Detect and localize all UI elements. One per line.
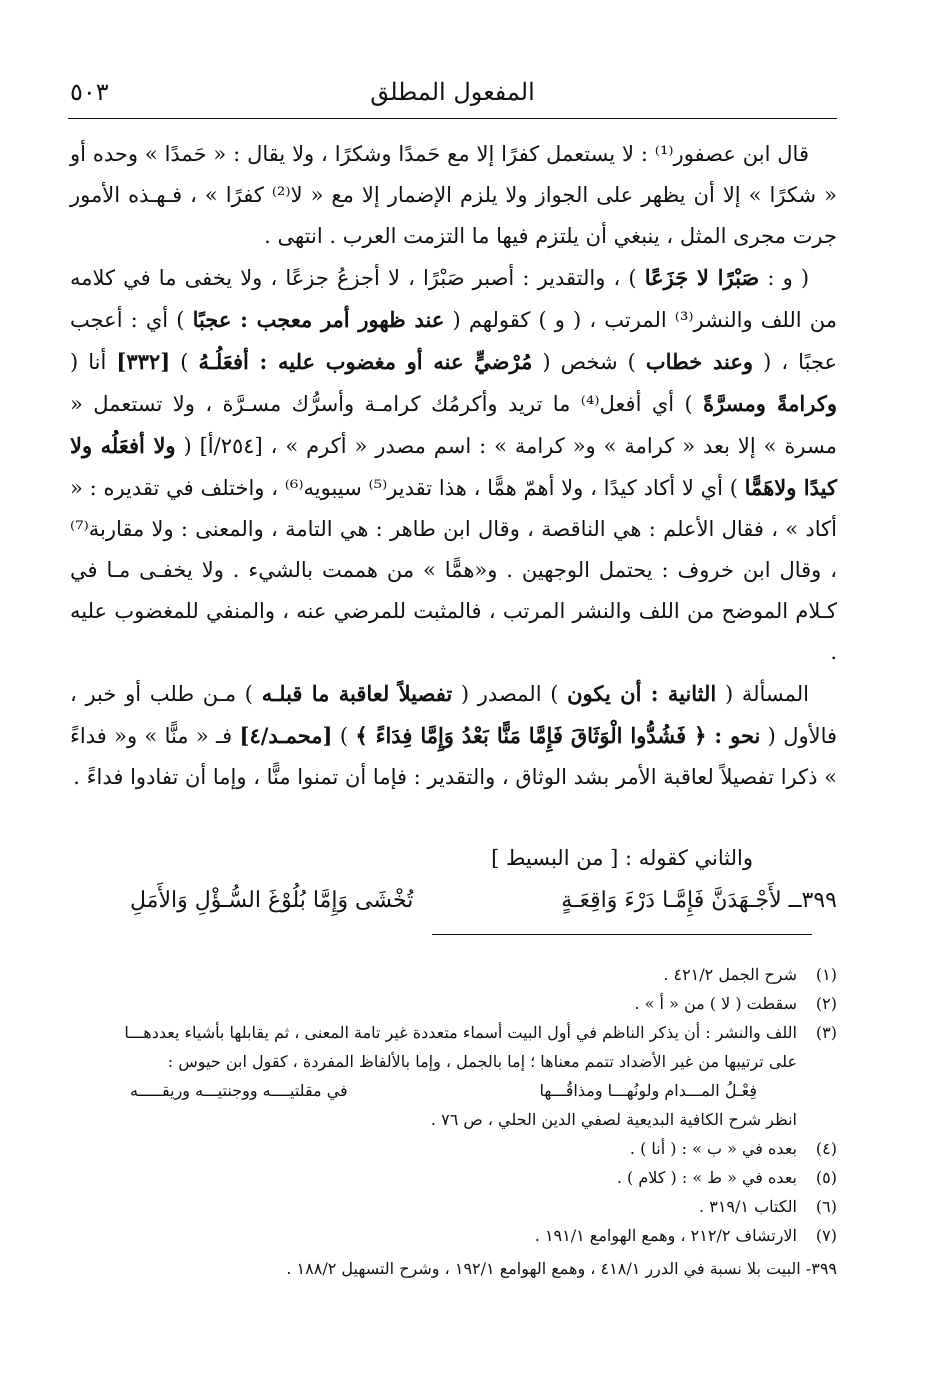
chapter-title: المفعول المطلق — [370, 78, 535, 106]
footnote-1: (١) شرح الجمل ٤٢١/٢ . — [663, 965, 837, 984]
footnote-2: (٢) سقطت ( لا ) من « أ » . — [634, 994, 837, 1013]
paragraph-2: ( و : صَبْرًا لا جَزَعًا ) ، والتقدير : أصبر صَبْرًا ، لا أجزعُ جزعًا ، ولا يخفى ما في كلامه من اللف والنشر⁽³⁾ المرتب ، ( و ) كقولهم ( عند ظهور أمر معجب : عجبًا ) أي : أعجب عجبًا ، ( وعند خطاب ) شخص ( مُرْضيٍّ عنه أو مغضوب عليه : أفعَلُـهُ ) [٣٣٢] أنا ( وكرامةً ومسرَّةً ) أي أفعل⁽⁴⁾ ما تريد وأكرمُك كرامـة وأسرُّك مسـرَّة ، ولا تستعمل « مسرة » إلا بعد « كرامة » و« كرامة » : اسم مصدر « أكرم » ، [٢٥٤/أ] ( ولا أفعَلُه ولا كيدًا ولاهَمًّا ) أي لا أكاد كيدًا ، ولا أهمّ همًّا ، هذا تقدير⁽⁵⁾ سيبويه⁽⁶⁾ ، واختلف في تقديره : « أكاد » ، فقال الأعلم : هي الناقصة ، وقال ابن طاهر : هي التامة ، والمعنى : ولا مقاربة⁽⁷⁾ ، وقال ابن خروف : يحتمل الوجهين . و«همًّا » من هممت بالشيء . ولا يخفـى مـا في كـلام الموضح من اللف والنشر المرتب ، فالمثبت للمرضي عنه ، والمنفي للمغضوب عليه . — [70, 265, 838, 664]
main-text — [70, 134, 837, 798]
verse-hemistich-2: تُخْشَى وَإِمَّا بُلُوْغَ السُّـؤْلِ وَالأَمَلِ — [130, 888, 414, 913]
header-rule — [68, 118, 837, 119]
verse-399 — [70, 888, 837, 930]
poem-hemistich-1: فِعْـلُ المـــدام ولونُهـــا ومذاقُـــها — [539, 1081, 757, 1100]
footnote-4: (٤) بعده في « ب » : ( أنا ) . — [629, 1139, 837, 1158]
poem-hemistich-2: في مقلتيــــه ووجنتيـــه وريقـــــه — [130, 1081, 348, 1100]
footnote-6: (٦) الكتاب ٣١٩/١ . — [699, 1197, 837, 1216]
page-number: ٥٠٣ — [70, 78, 109, 106]
footnote-3-continuation: على ترتيبها من غير الأضداد تتمم معناها ؛ إما بالجمل ، وإما بالألفاظ المفردة ، كقول ابن حيوس : — [167, 1052, 797, 1071]
footnote-separator — [432, 934, 812, 935]
footnote-3-source: انظر شرح الكافية البديعية لصفي الدين الحلي ، ص ٧٦ . — [430, 1110, 797, 1129]
footnote-3: (٣) اللف والنشر : أن يذكر الناظم في أول البيت أسماء متعددة غير تامة المعنى ، ثم يقابلها بأشياء يعددهـــا — [124, 1023, 837, 1042]
footnotes — [70, 960, 837, 1283]
verse-399-source: ٣٩٩- البيت بلا نسبة في الدرر ٤١٨/١ ، وهمع الهوامع ١٩٢/١ ، وشرح التسهيل ١٨٨/٢ . — [286, 1259, 837, 1278]
paragraph-1: قال ابن عصفور⁽¹⁾ : لا يستعمل كفرًا إلا مع حَمدًا وشكرًا ، ولا يقال : « حَمدًا » وحده أو « شكرًا » إلا أن يظهر على الجواز ولا يلزم الإضمار إلا مع « لا⁽²⁾ كفرًا » ، فـهـذه الأمور جرت مجرى المثل ، ينبغي أن يلتزم فيها ما التزمت العرب . انتهى . — [70, 142, 837, 248]
verse-hemistich-1: ٣٩٩ــ لأَجْـهَدَنَّ فَإِمَّـا دَرْءَ وَاقِعَـةٍ — [561, 888, 837, 913]
verse-intro: والثاني كقوله : [ من البسيط ] — [491, 846, 753, 870]
footnote-7: (٧) الارتشاف ٢١٢/٢ ، وهمع الهوامع ١٩١/١ . — [534, 1226, 837, 1245]
footnote-3-poem — [70, 1076, 837, 1105]
paragraph-3: المسألة ( الثانية : أن يكون ) المصدر ( تفصيلاً لعاقبة ما قبلـه ) مـن طلب أو خبر ، فالأول ( نحو : ﴿ فَشُدُّوا الْوَثَاقَ فَإِمَّا مَنًّا بَعْدُ وَإِمَّا فِدَاءً ﴾ ) [محمـد/٤] فـ « منًّا » و« فداءً » ذكرا تفصيلاً لعاقبة الأمر بشد الوثاق ، والتقدير : فإما أن تمنوا منًّا ، وإما أن تفادوا فداءً . — [70, 681, 838, 789]
footnote-5: (٥) بعده في « ط » : ( كلام ) . — [616, 1168, 837, 1187]
running-header — [70, 78, 835, 112]
